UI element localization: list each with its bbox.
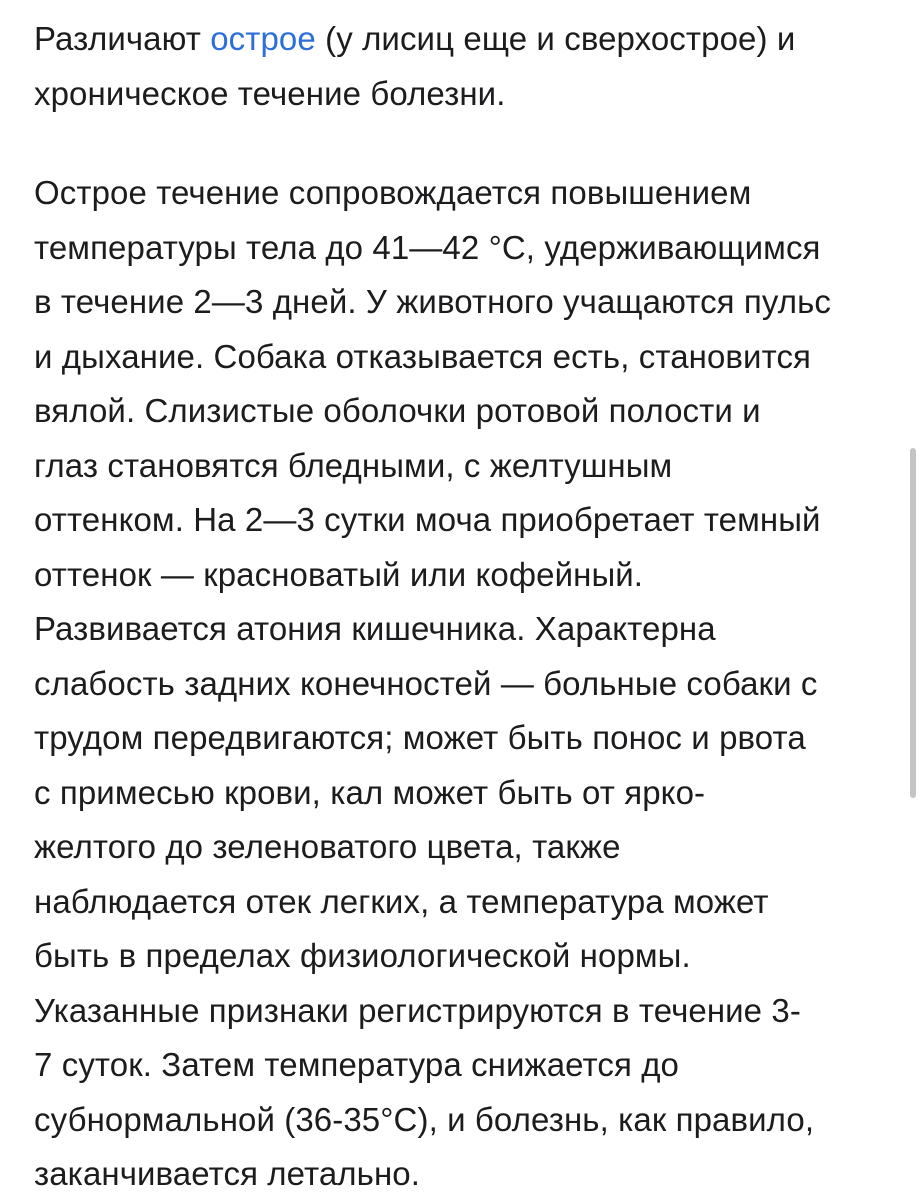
paragraph-line: оттенок — красноватый или кофейный.: [34, 555, 644, 593]
paragraph-line: Указанные признаки регистрируются в течение 3-: [34, 991, 801, 1029]
paragraph-line: оттенком. На 2—3 сутки моча приобретает темный: [34, 501, 821, 538]
paragraph-intro-line-1: [34, 12, 896, 67]
paragraph-line: Острое течение сопровождается повышением: [34, 174, 752, 211]
paragraph-line: трудом передвигаются; может быть понос и рвота: [34, 719, 806, 756]
paragraph-line: и дыхание. Собака отказывается есть, становится: [34, 337, 812, 375]
paragraph-line: 7 суток. Затем температура снижается до: [34, 1046, 680, 1083]
intro-text-after-link: (у лисиц еще и сверхострое) и: [315, 20, 796, 57]
paragraph-line: слабость задних конечностей — больные собаки с: [34, 664, 818, 702]
paragraph-acute-course: [34, 166, 896, 1202]
paragraph-line: температуры тела до 41—42 °C, удерживающимся: [34, 228, 821, 266]
paragraph-line: желтого до зеленоватого цвета, также: [34, 828, 621, 865]
paragraph-line: вялой. Слизистые оболочки ротовой полости и: [34, 392, 761, 429]
paragraph-intro-line-2: хроническое течение болезни.: [34, 74, 506, 112]
paragraph-intro: [34, 12, 896, 121]
vertical-scrollbar-thumb[interactable]: [910, 448, 916, 798]
acute-course-link[interactable]: острое: [210, 20, 316, 57]
article-body: [34, 12, 896, 1202]
paragraph-line: заканчивается летально.: [34, 1155, 421, 1192]
paragraph-line: с примесью крови, кал может быть от ярко-: [34, 773, 706, 811]
paragraph-line: Развивается атония кишечника. Характерна: [34, 610, 716, 647]
intro-text-before-link: Различают: [34, 20, 211, 57]
paragraph-line: быть в пределах физиологической нормы.: [34, 937, 691, 974]
paragraph-line: наблюдается отек легких, а температура может: [34, 882, 769, 920]
paragraph-line: субнормальной (36-35°C), и болезнь, как правило,: [34, 1100, 815, 1138]
paragraph-line: в течение 2—3 дней. У животного учащаются пульс: [34, 283, 832, 320]
paragraph-line: глаз становятся бледными, с желтушным: [34, 446, 673, 484]
